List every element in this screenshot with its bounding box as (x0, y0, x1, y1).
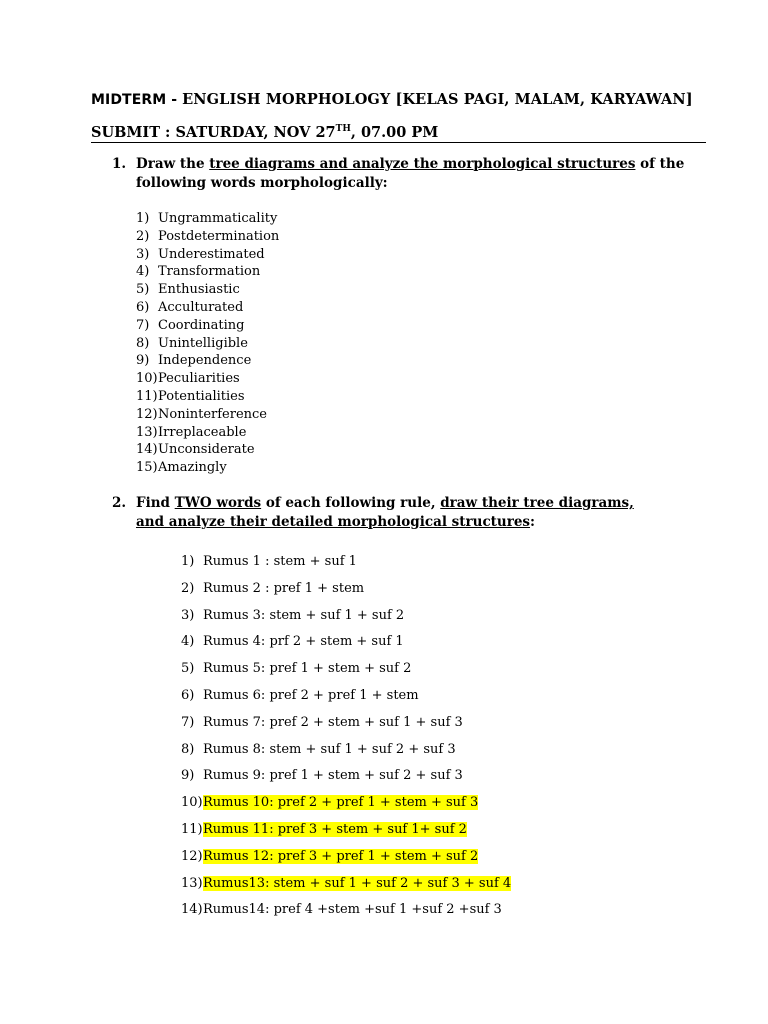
rule-list-item (181, 740, 511, 767)
word-list (136, 210, 279, 477)
word-list-item-text: Postdetermination (158, 228, 280, 244)
rule-list (181, 552, 511, 927)
rule-list-item-text: Rumus 12: pref 3 + pref 1 + stem + suf 2 (203, 848, 479, 864)
word-list-item-text: Independence (158, 353, 252, 369)
rule-list-item-text: Rumus 9: pref 1 + stem + suf 2 + suf 3 (203, 768, 463, 784)
rule-list-item-number: 5) (181, 661, 195, 677)
word-list-item-number: 13) (136, 424, 158, 440)
rule-list-item-text: Rumus 4: prf 2 + stem + suf 1 (203, 634, 404, 650)
word-list-item-number: 9) (136, 353, 150, 369)
word-list-item-number: 12) (136, 406, 158, 422)
word-list-item (136, 406, 279, 424)
word-list-item-number: 6) (136, 299, 150, 315)
word-list-item-number: 4) (136, 264, 150, 280)
word-list-item-text: Coordinating (158, 317, 245, 333)
word-list-item (136, 281, 279, 299)
title-text: ENGLISH MORPHOLOGY [KELAS PAGI, MALAM, KARYAWAN] (182, 91, 693, 108)
rule-list-item (181, 606, 511, 633)
rule-list-item (181, 659, 511, 686)
rule-list-item-text: Rumus 10: pref 2 + pref 1 + stem + suf 3 (203, 795, 479, 811)
submit-superscript: TH (335, 124, 351, 134)
rule-list-item-number: 2) (181, 580, 195, 596)
word-list-item-number: 8) (136, 335, 150, 351)
question-2-text-underlined: draw their tree diagrams, and analyze their detailed morphological structures (136, 495, 634, 530)
rule-list-item (181, 552, 511, 579)
rule-list-item-number: 1) (181, 554, 195, 569)
rule-list-item (181, 713, 511, 740)
word-list-item (136, 246, 279, 264)
word-list-item-number: 10) (136, 371, 158, 387)
word-list-item (136, 263, 279, 281)
question-2-text-end: : (530, 514, 535, 530)
rule-list-item (181, 579, 511, 606)
rule-list-item-number: 9) (181, 768, 195, 784)
word-list-item-number: 2) (136, 228, 150, 244)
word-list-item-text: Acculturated (158, 299, 244, 315)
rule-list-item-number: 12) (181, 848, 203, 864)
rule-list-item-text: Rumus 1 : stem + suf 1 (203, 554, 357, 569)
word-list-item-text: Enthusiastic (158, 282, 240, 298)
word-list-item-number: 7) (136, 317, 150, 333)
word-list-item (136, 352, 279, 370)
rule-list-item-number: 3) (181, 607, 195, 623)
word-list-item (136, 317, 279, 335)
question-2-two-words: TWO words (174, 495, 262, 511)
rule-list-item (181, 766, 511, 793)
rule-list-item-text: Rumus 6: pref 2 + pref 1 + stem (203, 687, 419, 703)
rule-list-item-text: Rumus 11: pref 3 + stem + suf 1+ suf 2 (203, 821, 467, 837)
rule-list-item-number: 11) (181, 821, 203, 837)
word-list-item-text: Unconsiderate (158, 442, 255, 458)
rule-list-item-text: Rumus13: stem + suf 1 + suf 2 + suf 3 + suf 4 (203, 875, 512, 891)
word-list-item-text: Unintelligible (158, 335, 248, 351)
word-list-item (136, 228, 279, 246)
rule-list-item-number: 13) (181, 875, 203, 891)
rule-list-item (181, 874, 511, 901)
question-1-text-after: of the following words morphologically: (136, 156, 685, 191)
rule-list-item-text: Rumus14: pref 4 +stem +suf 1 +suf 2 +suf 3 (203, 902, 502, 918)
question-2-number: 2. (112, 495, 127, 511)
word-list-item-number: 14) (136, 442, 158, 458)
word-list-item (136, 210, 279, 228)
rule-list-item (181, 820, 511, 847)
rule-list-item-number: 4) (181, 634, 195, 650)
submit-deadline (91, 124, 438, 141)
word-list-item-text: Amazingly (158, 460, 227, 476)
question-1-number: 1. (112, 156, 127, 172)
rule-list-item-text: Rumus 3: stem + suf 1 + suf 2 (203, 607, 405, 623)
word-list-item-number: 5) (136, 282, 150, 298)
submit-suffix: , 07.00 PM (350, 124, 439, 141)
rule-list-item-number: 6) (181, 687, 195, 703)
word-list-item (136, 335, 279, 353)
word-list-item-text: Potentialities (158, 388, 245, 404)
page-title (91, 91, 693, 108)
submit-prefix: SUBMIT : SATURDAY, NOV 27 (91, 124, 336, 141)
word-list-item (136, 370, 279, 388)
rule-list-item-text: Rumus 5: pref 1 + stem + suf 2 (203, 661, 412, 677)
rule-list-item (181, 793, 511, 820)
rule-list-item-number: 8) (181, 741, 195, 757)
word-list-item (136, 441, 279, 459)
word-list-item (136, 424, 279, 442)
word-list-item (136, 299, 279, 317)
rule-list-item-text: Rumus 8: stem + suf 1 + suf 2 + suf 3 (203, 741, 456, 757)
question-1-text (136, 155, 696, 193)
rule-list-item-number: 10) (181, 795, 203, 811)
header-divider (91, 142, 706, 143)
rule-list-item (181, 900, 511, 927)
word-list-item-number: 1) (136, 211, 150, 226)
word-list-item (136, 459, 279, 477)
word-list-item-number: 15) (136, 460, 158, 476)
word-list-item-text: Noninterference (158, 406, 267, 422)
word-list-item-text: Underestimated (158, 246, 265, 262)
word-list-item (136, 388, 279, 406)
rule-list-item-number: 7) (181, 714, 195, 730)
rule-list-item (181, 632, 511, 659)
rule-list-item (181, 847, 511, 874)
word-list-item-text: Peculiarities (158, 371, 240, 387)
word-list-item-text: Irreplaceable (158, 424, 247, 440)
question-2-text (136, 494, 666, 532)
question-1-text-underlined: tree diagrams and analyze the morphological structures (209, 156, 636, 172)
question-2-text-middle: of each following rule, (261, 495, 441, 511)
rule-list-item-text: Rumus 7: pref 2 + stem + suf 1 + suf 3 (203, 714, 463, 730)
word-list-item-text: Transformation (158, 264, 261, 280)
question-1-text-before: Draw the (136, 156, 210, 172)
title-lead: MIDTERM - (91, 92, 183, 108)
rule-list-item (181, 686, 511, 713)
rule-list-item-number: 14) (181, 902, 203, 918)
rule-list-item-text: Rumus 2 : pref 1 + stem (203, 580, 365, 596)
word-list-item-number: 11) (136, 388, 158, 404)
word-list-item-text: Ungrammaticality (158, 211, 278, 226)
word-list-item-number: 3) (136, 246, 150, 262)
question-2-text-find: Find (136, 495, 175, 511)
